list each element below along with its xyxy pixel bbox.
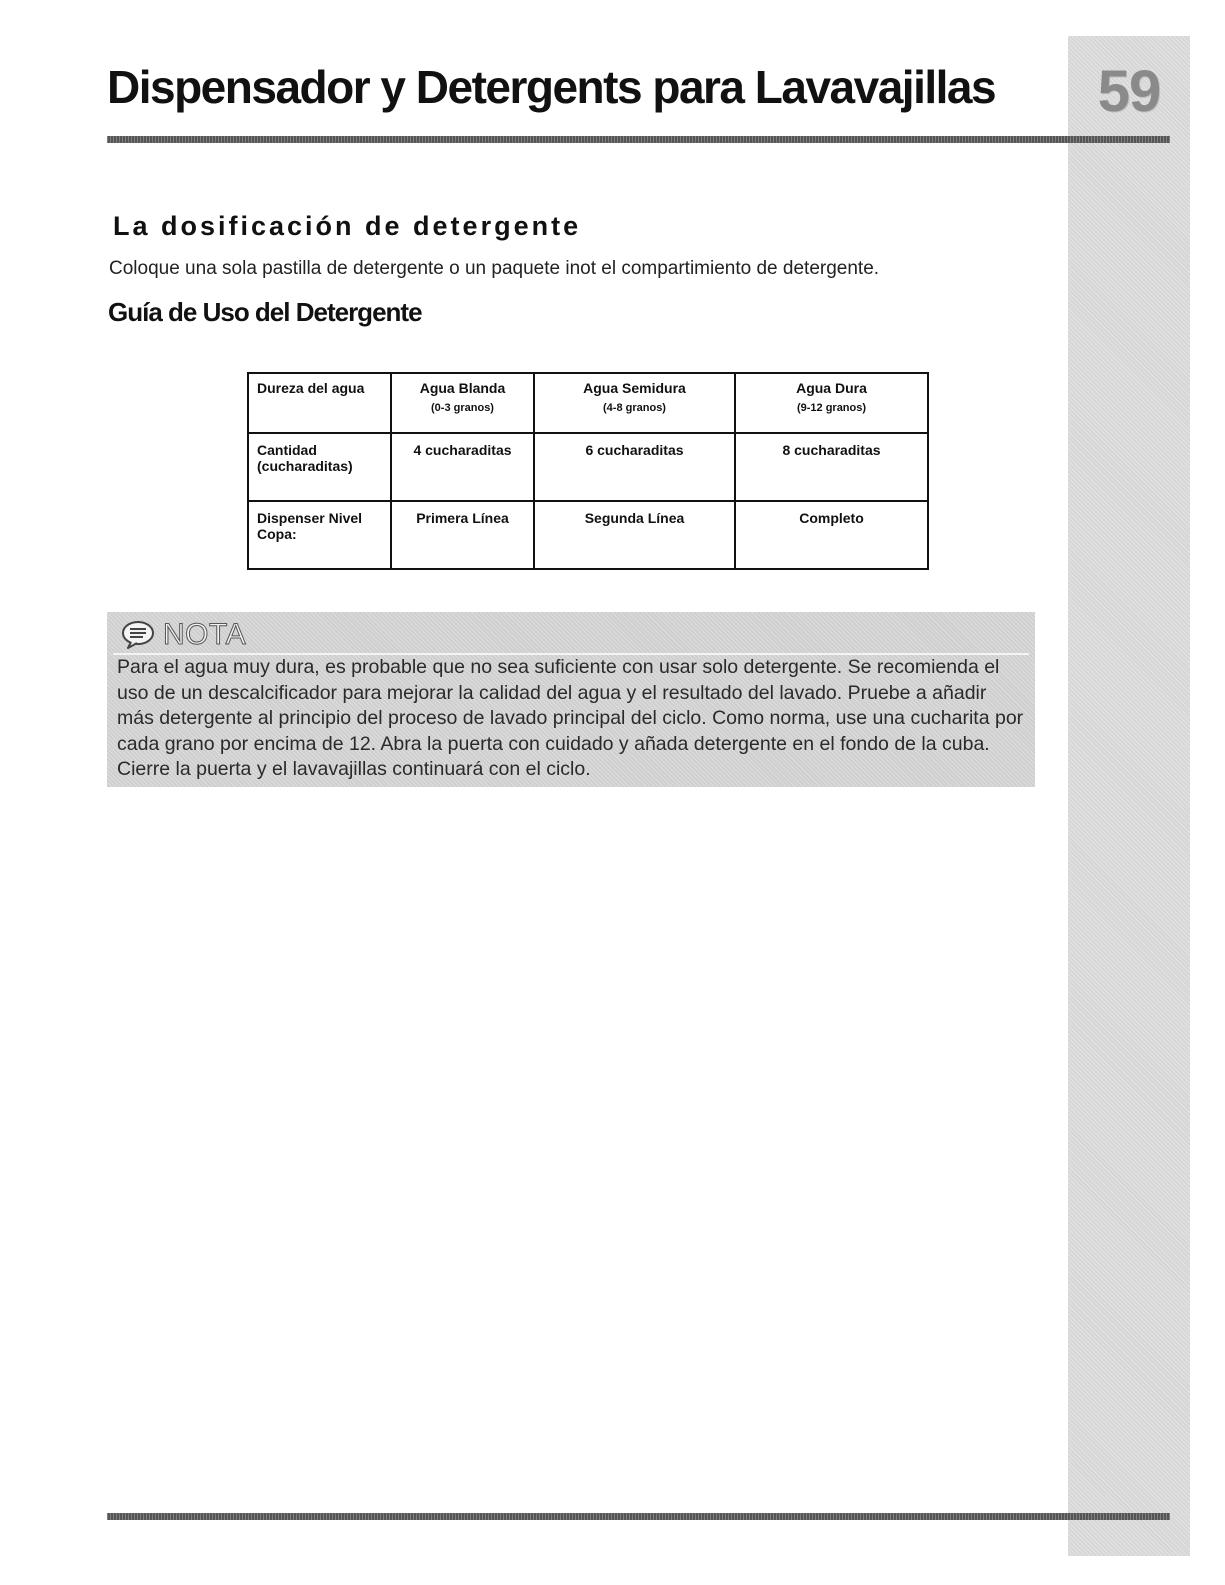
section-intro: Coloque una sola pastilla de detergente o un paquete inot el compartimiento de detergente. bbox=[109, 258, 880, 279]
header-rule bbox=[107, 136, 1170, 143]
note-title: NOTA bbox=[163, 618, 247, 651]
table-cell: 8 cucharaditas bbox=[735, 433, 928, 501]
side-tab bbox=[1068, 36, 1190, 1556]
table-row bbox=[248, 501, 928, 569]
table-cell: Segunda Línea bbox=[534, 501, 735, 569]
table-header-row bbox=[248, 373, 928, 433]
row-label-cell: Cantidad (cucharaditas) bbox=[248, 433, 391, 501]
detergent-guide-table bbox=[247, 372, 929, 570]
column-name: Agua Blanda bbox=[419, 380, 506, 396]
table-cell: 4 cucharaditas bbox=[391, 433, 534, 501]
header-cell bbox=[534, 373, 735, 433]
column-range: (4-8 granos) bbox=[603, 402, 666, 414]
column-range: (0-3 granos) bbox=[431, 402, 494, 414]
column-name: Agua Dura bbox=[796, 380, 867, 396]
note-icon bbox=[121, 620, 155, 650]
column-name: Agua Semidura bbox=[583, 380, 686, 396]
subsection-title: Guía de Uso del Detergente bbox=[108, 297, 422, 327]
page-number: 59 bbox=[1097, 59, 1161, 124]
note-box bbox=[107, 612, 1035, 787]
note-text: Para el agua muy dura, es probable que no sea suficiente con usar solo detergente. Se recomienda el uso de un descalcificador para mejorar la calidad del agua y el resultado del lavado. Pruebe a añadir más detergente al principio del proceso de lavado principal del ciclo. Como norma, use una cucharita por cada grano por encima de 12. Abra la puerta con cuidado y añada detergente en el fondo de la cuba. Cierre la puerta y el lavavajillas continuará con el ciclo. bbox=[117, 656, 1024, 780]
footer-rule bbox=[107, 1513, 1170, 1520]
header-cell bbox=[735, 373, 928, 433]
column-range: (9-12 granos) bbox=[796, 402, 867, 414]
header-cell bbox=[391, 373, 534, 433]
header-label-cell: Dureza del agua bbox=[248, 373, 391, 433]
row-label-cell: Dispenser Nivel Copa: bbox=[248, 501, 391, 569]
page-title: Dispensador y Detergents para Lavavajillas bbox=[107, 61, 996, 113]
section-title: La dosificación de detergente bbox=[113, 211, 582, 241]
table-row bbox=[248, 433, 928, 501]
table-cell: Primera Línea bbox=[391, 501, 534, 569]
table-cell: Completo bbox=[735, 501, 928, 569]
note-header bbox=[121, 618, 246, 652]
table-cell: 6 cucharaditas bbox=[534, 433, 735, 501]
